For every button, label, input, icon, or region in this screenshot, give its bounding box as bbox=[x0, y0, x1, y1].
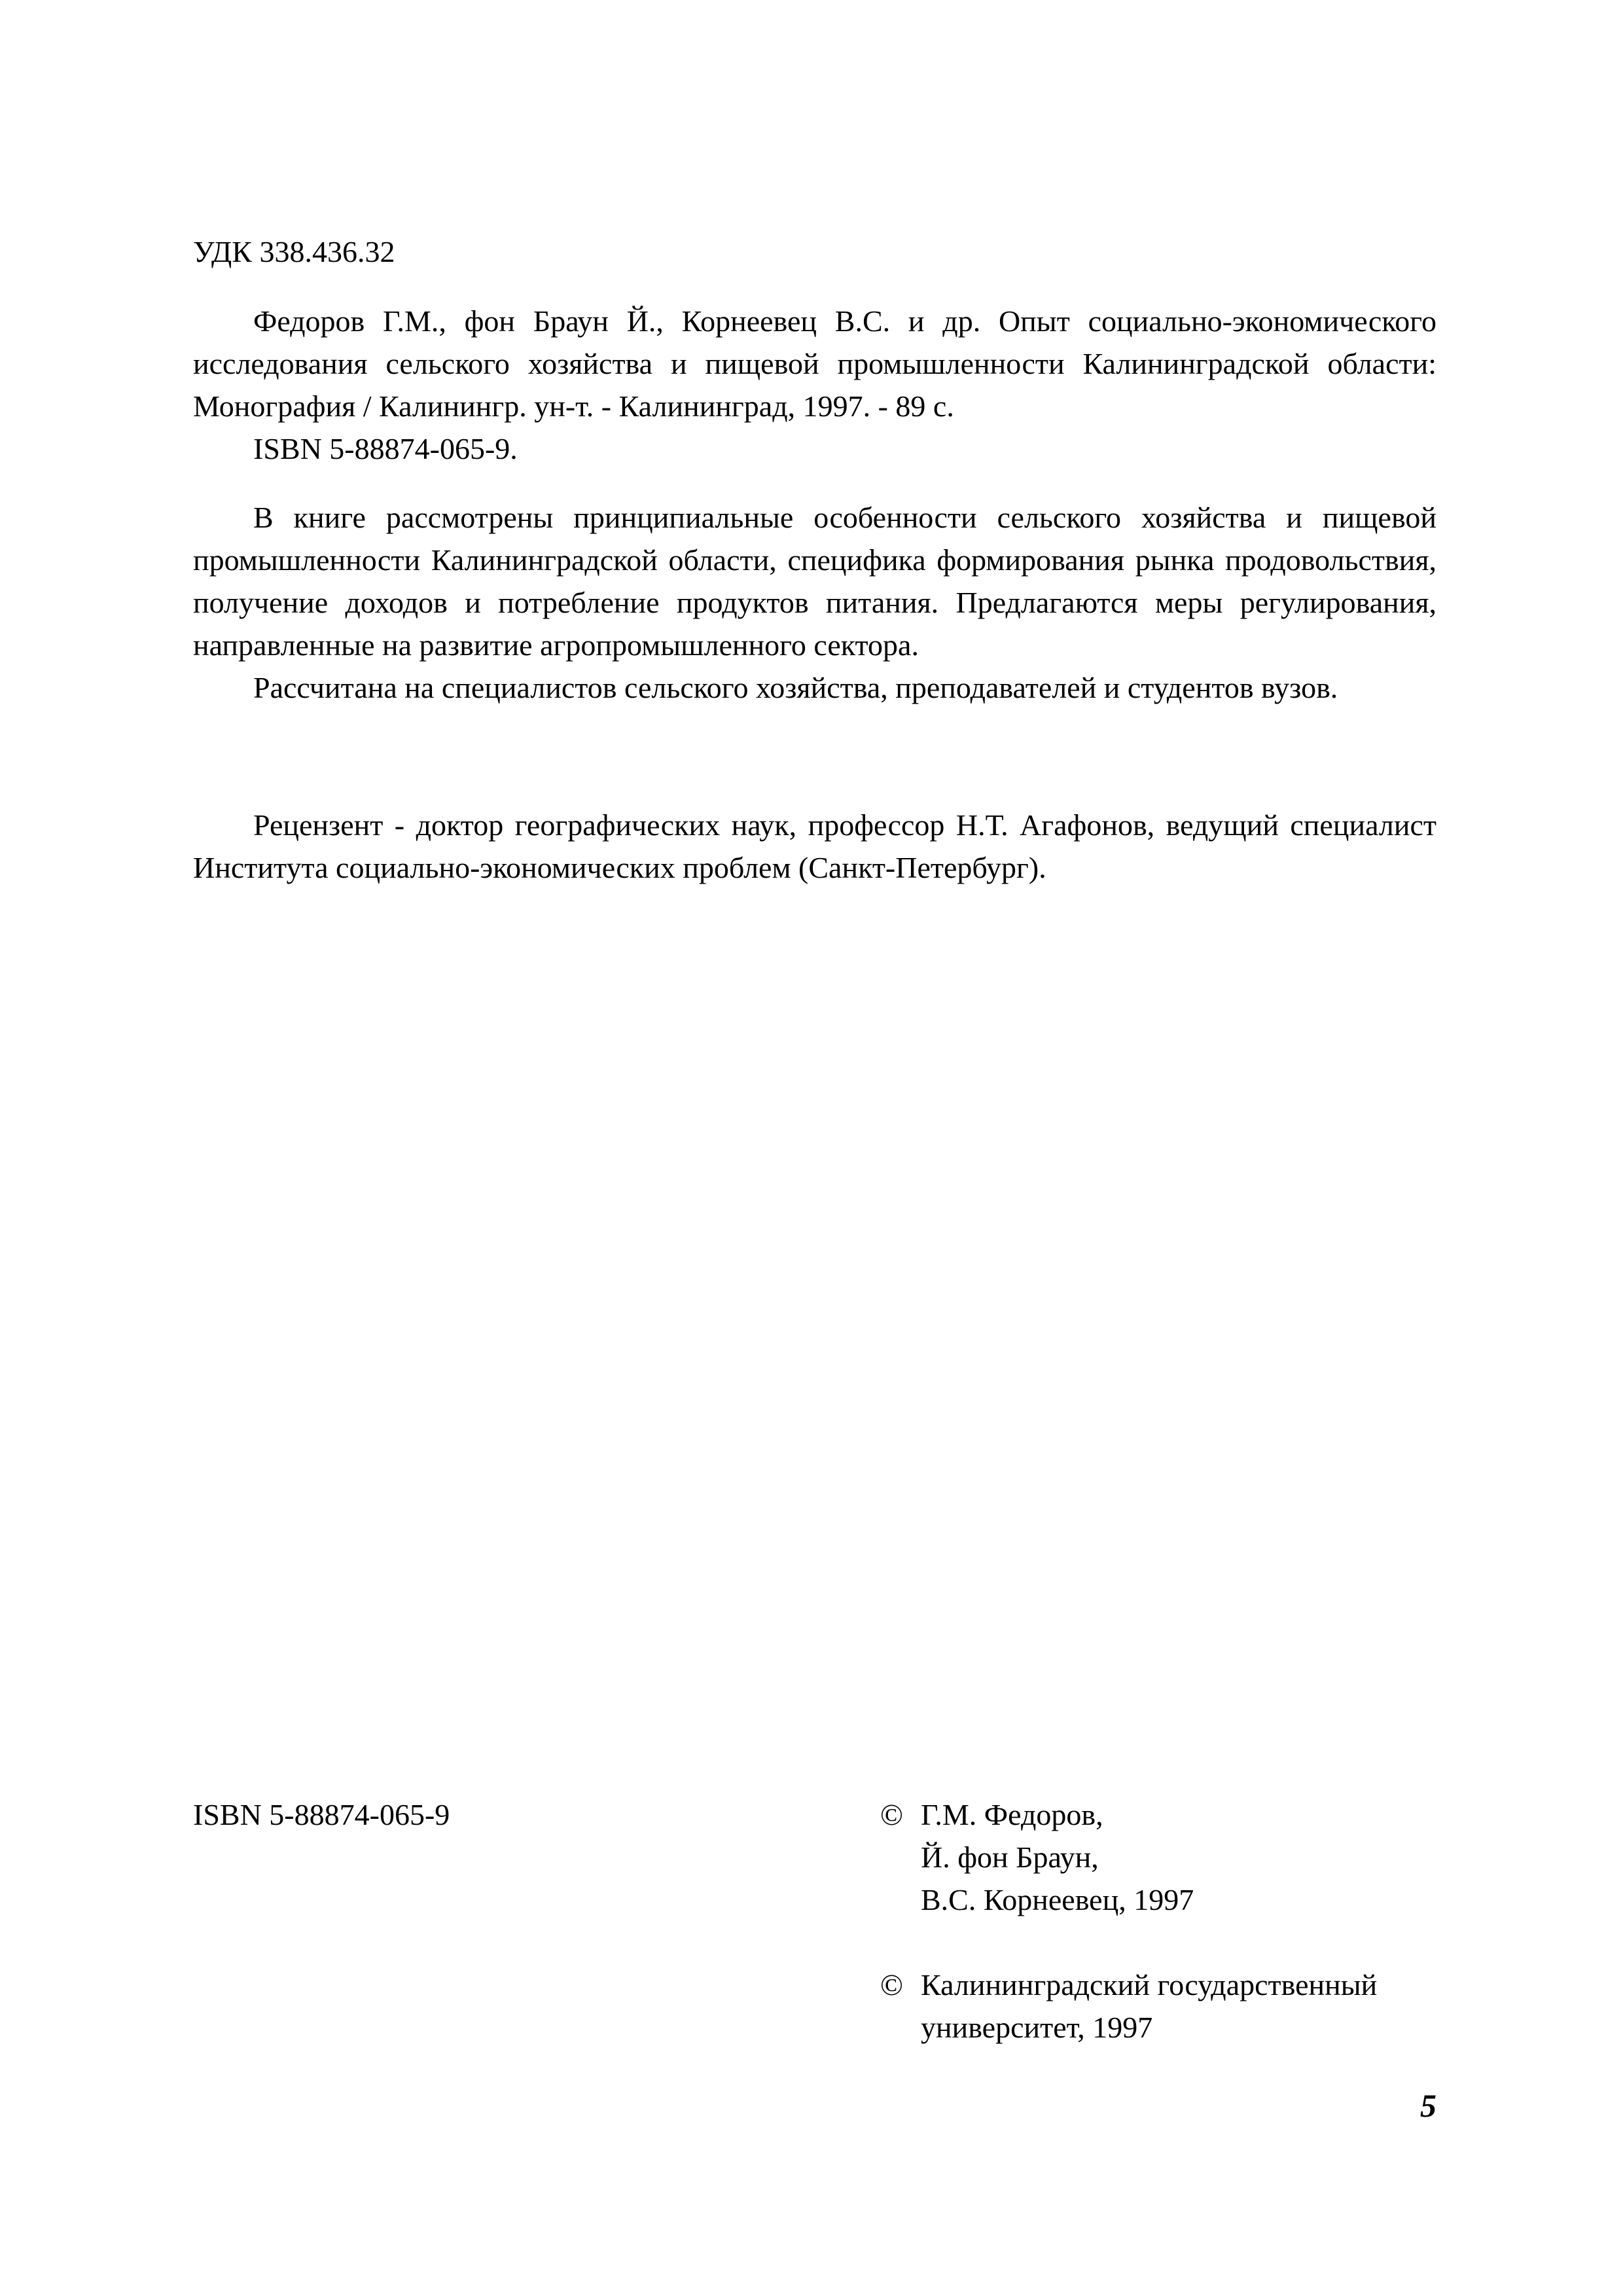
isbn-line: ISBN 5-88874-065-9. bbox=[253, 432, 518, 465]
university-line-2: университет, 1997 bbox=[921, 2011, 1153, 2044]
author-1: Г.М. Федоров, bbox=[921, 1798, 1103, 1831]
isbn-bottom: ISBN 5-88874-065-9 bbox=[193, 1798, 450, 1831]
bibliographic-record bbox=[193, 300, 1436, 470]
author-2: Й. фон Браун, bbox=[921, 1840, 1099, 1874]
udk-text: УДК 338.436.32 bbox=[193, 235, 395, 268]
author-3: В.С. Корнеевец, 1997 bbox=[921, 1883, 1194, 1916]
udk-code bbox=[193, 230, 1436, 273]
reviewer-text: Рецензент - доктор географических наук, профессор Н.Т. Агафонов, ведущий специалист Института социально-экономических проблем (Санкт-Петербург). bbox=[193, 808, 1436, 884]
abstract-paragraph-1: В книге рассмотрены принципиальные особенности сельского хозяйства и пищевой промышленности Калининградской области, специфика формирования рынка продовольствия, получение доходов и потребление продуктов питания. Предлагаются меры регулирования, направленные на развитие агропромышленного сектора. bbox=[193, 501, 1436, 662]
reviewer-note bbox=[193, 804, 1436, 889]
copyright-symbol: © bbox=[880, 1798, 903, 1831]
university-lines bbox=[921, 1964, 1377, 2049]
citation-text: Федоров Г.М., фон Браун Й., Корнеевец В.С. и др. Опыт социально-экономического исследования сельского хозяйства и пищевой промышленности Калининградской области: Монография / Калинингр. ун-т. - Калининград, 1997. - 89 с. bbox=[193, 304, 1436, 423]
university-line-1: Калининградский государственный bbox=[921, 1968, 1378, 2001]
abstract bbox=[193, 496, 1436, 709]
page-number: 5 bbox=[1420, 2087, 1436, 2124]
authors-lines bbox=[921, 1793, 1194, 1921]
copyright-university bbox=[880, 1964, 1436, 2049]
copyright-block bbox=[880, 1793, 1436, 2049]
abstract-paragraph-2: Рассчитана на специалистов сельского хозяйства, преподавателей и студентов вузов. bbox=[253, 671, 1338, 704]
copyright-symbol: © bbox=[880, 1968, 903, 2001]
copyright-authors bbox=[880, 1793, 1436, 1921]
